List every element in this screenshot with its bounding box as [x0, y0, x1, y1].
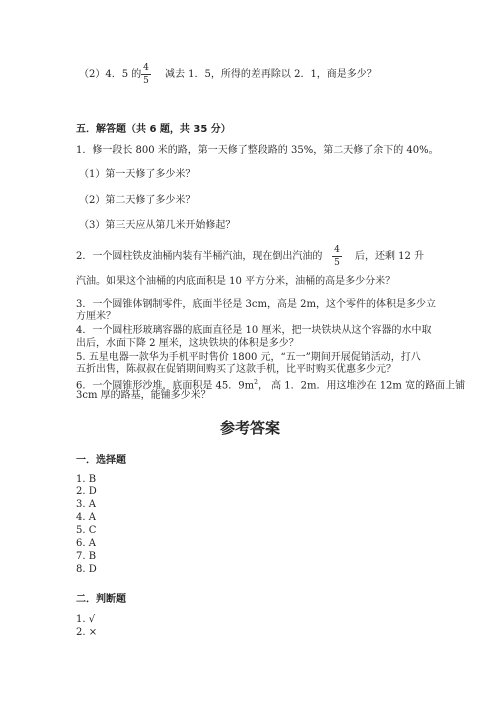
- answer-item: 6. A: [76, 538, 96, 549]
- s5-q2-line2: 汽油。如果这个油桶的内底面积是 10 平方分米，油桶的高是多少分米？: [76, 276, 396, 287]
- answer-item: 2. ×: [76, 627, 98, 638]
- s5-q2-suffix: 后，还剩 12 升: [355, 251, 425, 262]
- s5-q5-line1: 5. 五星电器一款华为手机平时售价 1800 元，“五一”期间开展促销活动，打八: [76, 352, 421, 363]
- fraction-bar: [332, 256, 342, 257]
- s5-q1-sub-1: （1）第一天修了多少米？: [79, 169, 196, 180]
- fraction-4-5-q2: [330, 245, 344, 268]
- s5-q1-text: 1．修一段长 800 米的路，第一天修了整段路的 35%，第二天修了余下的 40%。: [76, 145, 439, 156]
- question-part-2: [79, 69, 141, 81]
- s5-q1-sub-3: （3）第三天应从第几米开始修起？: [79, 220, 236, 231]
- answers-title: 参考答案: [219, 419, 280, 437]
- answer-item: 1. √: [76, 614, 96, 625]
- s5-q3-line1: 3．一个圆锥体钢制零件，底面半径是 3cm，高是 2m，这个零件的体积是多少立: [76, 299, 437, 310]
- s5-q6-text-b: ， 高 1．2m．用这堆沙在 12m 宽的路面上铺: [257, 380, 466, 392]
- s5-q1-sub-2: （2）第二天修了多少米？: [79, 195, 196, 206]
- s5-q2-prefix: 2．一个圆柱铁皮油桶内装有半桶汽油，现在倒出汽油的: [76, 251, 323, 262]
- answers-section-2-title: 二．判断题: [76, 594, 126, 605]
- fraction-numerator: 4: [334, 245, 340, 255]
- s5-q6-line2: 3cm 厚的路基，能铺多少米？: [76, 390, 211, 401]
- s5-q3-line2: 方厘米？: [76, 311, 116, 322]
- answer-item: 3. A: [76, 499, 96, 510]
- answer-item: 7. B: [76, 551, 97, 562]
- answers-section-1-title: 一．选择题: [76, 455, 126, 466]
- s5-q5-line2: 五折出售，陈叔叔在促销期间购买了这款手机，比平时购买优惠多少元？: [76, 364, 396, 375]
- superscript: 2: [254, 379, 258, 386]
- fraction-denominator: 5: [334, 258, 340, 268]
- fraction-numerator: 4: [143, 63, 149, 73]
- s5-q6-text-a: 6．一个圆锥形沙堆，底面积是 45．9m: [76, 380, 255, 392]
- s5-q4-line2: 出后，水面下降 2 厘米，这块铁块的体积是多少？: [76, 338, 299, 349]
- section-5-title: 五．解答题（共 6 题，共 35 分）: [76, 124, 231, 135]
- fraction-bar: [141, 74, 151, 75]
- fraction-4-5: [139, 63, 153, 86]
- answer-item: 4. A: [76, 512, 96, 523]
- s5-q4-line1: 4．一个圆柱形玻璃容器的底面直径是 10 厘米，把一块铁块从这个容器的水中取: [76, 325, 432, 336]
- answer-item: 1. B: [76, 474, 97, 485]
- answer-item: 5. C: [76, 525, 97, 536]
- answer-item: 8. D: [76, 564, 97, 575]
- fraction-denominator: 5: [143, 76, 149, 86]
- answer-item: 2. D: [76, 486, 97, 497]
- question-prefix: （2）4．5 的: [79, 69, 142, 80]
- question-suffix: 减去 1．5，所得的差再除以 2．1，商是多少？: [165, 69, 377, 80]
